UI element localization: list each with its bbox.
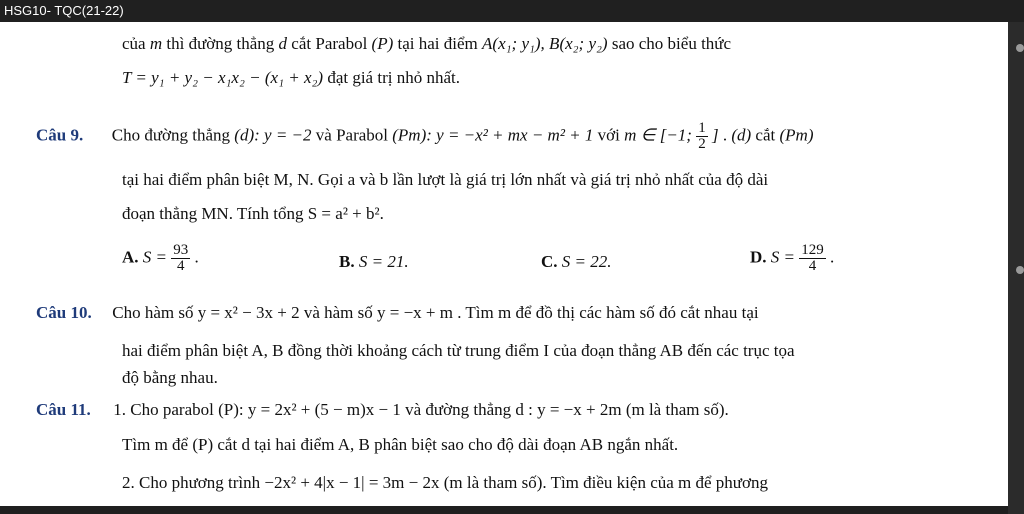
question-9-option-a [122, 243, 199, 274]
option-key: A. [122, 247, 139, 267]
math: d [278, 34, 288, 53]
text: . [194, 247, 199, 267]
math: S = 22. [561, 252, 612, 271]
question-9-line-1 [36, 121, 813, 152]
math: (d): y = −2 [234, 125, 312, 145]
text: cắt Parabol [291, 34, 368, 53]
question-10-line-3: độ bằng nhau. [122, 368, 218, 387]
text: sao cho biểu thức [611, 34, 732, 53]
text: đạt giá trị nhỏ nhất. [327, 68, 460, 87]
text: Cho đường thẳng [111, 125, 231, 145]
fraction-denominator: 2 [698, 136, 706, 152]
math: m [149, 34, 163, 53]
question-label: Câu 11. [36, 400, 91, 419]
question-9-option-d [750, 243, 834, 274]
option-key: B. [339, 252, 355, 271]
math-expression: T = y₁ + y₂ − x₁x₂ − (x₁ + x₂) [122, 68, 324, 87]
math: S = [142, 247, 168, 267]
math: (Pm) [779, 125, 814, 145]
text: thì đường thẳng [166, 34, 275, 53]
question-11-line-2: Tìm m để (P) cắt d tại hai điểm A, B phân biệt sao cho độ dài đoạn AB ngắn nhất. [122, 435, 679, 454]
question-9-option-b [339, 252, 409, 272]
math: ] [711, 125, 719, 145]
document-page [0, 22, 1008, 506]
math: (d) [731, 125, 752, 145]
question-11-line-1 [36, 400, 729, 420]
text: cắt [755, 125, 776, 145]
text: 1. Cho parabol (P): y = 2x² + (5 − m)x − 1 và đường thẳng d : y = −x + 2m (m là tham số). [113, 400, 729, 419]
math: (P) [371, 34, 394, 53]
question-label: Câu 9. [36, 125, 84, 145]
math: m ∈ [−1; [624, 125, 692, 145]
text: . [722, 125, 728, 145]
intro-line-1 [122, 34, 731, 54]
question-label: Câu 10. [36, 303, 92, 322]
fraction-numerator: 129 [801, 242, 824, 258]
option-key: C. [541, 252, 558, 271]
question-9-line-3: đoạn thẳng MN. Tính tổng S = a² + b². [122, 204, 384, 223]
question-10-line-1 [36, 303, 759, 323]
text: tại hai điểm [397, 34, 478, 53]
question-9-line-2: tại hai điểm phân biệt M, N. Gọi a và b lần lượt là giá trị lớn nhất và giá trị nhỏ nhất của độ dài [122, 170, 769, 189]
math: A(x₁; y₁), B(x₂; y₂) [482, 34, 608, 53]
scroll-marker-icon [1016, 44, 1024, 52]
fraction [799, 243, 826, 274]
text: và Parabol [315, 125, 389, 145]
fraction [696, 121, 708, 152]
text: với [597, 125, 620, 145]
window-title: HSG10- TQC(21-22) [0, 0, 1024, 22]
math: S = 21. [358, 252, 409, 271]
math: (Pm): y = −x² + mx − m² + 1 [392, 125, 594, 145]
fraction-denominator: 4 [808, 258, 817, 274]
question-10-line-2: hai điểm phân biệt A, B đồng thời khoảng cách từ trung điểm I của đoạn thẳng AB đến các trục tọa [122, 341, 795, 360]
question-9-option-c [541, 252, 612, 272]
intro-line-2 [122, 68, 460, 88]
fraction-numerator: 93 [173, 242, 189, 258]
question-11-line-3: 2. Cho phương trình −2x² + 4|x − 1| = 3m − 2x (m là tham số). Tìm điều kiện của m để phương [122, 473, 769, 492]
text: Cho hàm số y = x² − 3x + 2 và hàm số y = −x + m . Tìm m để đồ thị các hàm số đó cắt nhau tại [112, 303, 759, 322]
fraction [171, 243, 190, 274]
option-key: D. [750, 247, 767, 267]
text: . [830, 247, 835, 267]
fraction-numerator: 1 [698, 120, 706, 136]
math: S = [770, 247, 796, 267]
text: của [122, 34, 146, 53]
fraction-denominator: 4 [177, 258, 185, 274]
scroll-marker-icon [1016, 266, 1024, 274]
